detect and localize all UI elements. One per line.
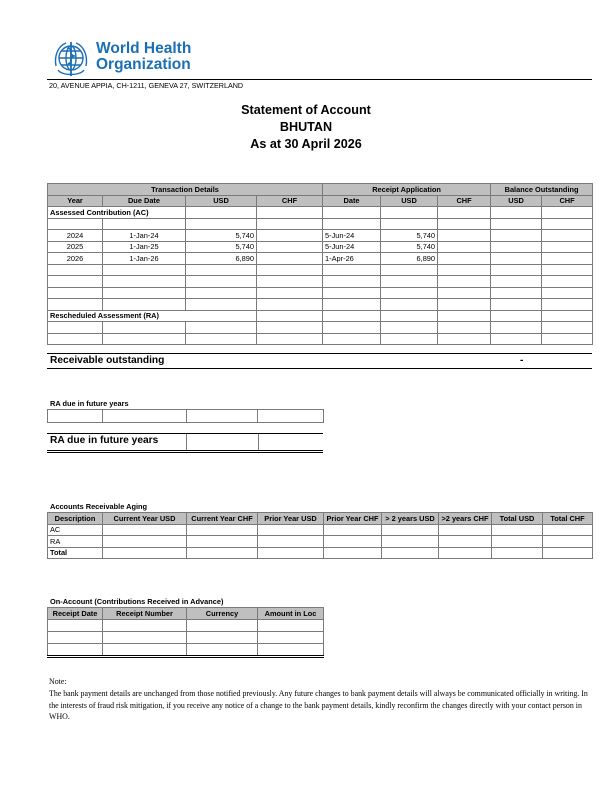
cell-chf [257, 253, 323, 265]
group-transaction-details: Transaction Details [48, 184, 323, 196]
aging-header-row [48, 513, 593, 525]
org-name-line2: Organization [96, 56, 191, 73]
org-name-line1: World Health [96, 40, 192, 57]
col-over-2-years-usd: > 2 years USD [382, 513, 439, 525]
org-address: 20, AVENUE APPIA, CH-1211, GENEVA 27, SWITZERLAND [49, 81, 244, 90]
table-row [48, 631, 324, 643]
cell-chf [257, 241, 323, 253]
aging-heading: Accounts Receivable Aging [50, 502, 148, 511]
header-rule [47, 79, 592, 80]
col-balance-usd: USD [491, 195, 542, 207]
cell-receipt-chf [438, 230, 491, 242]
col-receipt-chf: CHF [438, 195, 491, 207]
note-label: Note: [49, 677, 67, 686]
section-row-ac [48, 207, 593, 219]
col-total-usd: Total USD [492, 513, 543, 525]
cell-receipt-usd: 5,740 [381, 230, 438, 242]
cell-usd: 5,740 [186, 241, 257, 253]
cell-balance-usd [491, 241, 542, 253]
table-row [48, 299, 593, 311]
table-row [48, 643, 324, 656]
on-account-heading: On-Account (Contributions Received in Advance) [50, 597, 224, 606]
aging-row-label: Total [48, 547, 103, 559]
who-logo [50, 38, 250, 80]
section-label-ra: Rescheduled Assessment (RA) [48, 310, 257, 322]
cell-receipt-date: 1-Apr-26 [323, 253, 381, 265]
group-balance-outstanding: Balance Outstanding [491, 184, 593, 196]
table-row [48, 524, 593, 536]
statement-title: Statement of Account [241, 103, 371, 117]
table-row [48, 253, 593, 265]
col-current-year-chf: Current Year CHF [187, 513, 258, 525]
cell-receipt-usd: 6,890 [381, 253, 438, 265]
note-text: The bank payment details are unchanged from those notified previously. Any future changes to bank payment details will always be communicated officially in writing. In the interests of fraud risk mitigation, if you receive any notice of a change to the bank payment details, kindly reconfirm the changes directly with your contact person in WHO. [49, 689, 588, 722]
cell-balance-chf [542, 241, 593, 253]
cell-usd: 5,740 [186, 230, 257, 242]
col-over-2-years-chf: >2 years CHF [439, 513, 492, 525]
cell-balance-usd [491, 230, 542, 242]
ra-future-total-cell [186, 434, 259, 450]
country-name: BHUTAN [279, 120, 333, 134]
col-prior-year-usd: Prior Year USD [258, 513, 324, 525]
receivable-top-rule [47, 353, 592, 354]
cell-year: 2024 [48, 230, 103, 242]
table-row [48, 333, 593, 345]
table-row [48, 287, 593, 299]
section-label-ac: Assessed Contribution (AC) [48, 207, 186, 219]
col-receipt-date: Date [323, 195, 381, 207]
col-chf: CHF [257, 195, 323, 207]
table-row [48, 322, 593, 334]
table-row [48, 264, 593, 276]
on-account-header-row [48, 608, 324, 620]
table-row [48, 410, 324, 423]
column-header-row [48, 195, 593, 207]
group-receipt-application: Receipt Application [323, 184, 491, 196]
aging-row-label: RA [48, 536, 103, 548]
cell-balance-chf [542, 230, 593, 242]
receivable-bottom-rule [47, 368, 592, 369]
cell-year: 2025 [48, 241, 103, 253]
col-balance-chf: CHF [542, 195, 593, 207]
table-row [48, 241, 593, 253]
cell-receipt-chf [438, 241, 491, 253]
cell-balance-usd [491, 253, 542, 265]
col-receipt-usd: USD [381, 195, 438, 207]
cell-usd: 6,890 [186, 253, 257, 265]
cell-due-date: 1-Jan-24 [103, 230, 186, 242]
col-description: Description [48, 513, 103, 525]
cell-balance-chf [542, 253, 593, 265]
cell-chf [257, 230, 323, 242]
statement-table [47, 183, 593, 345]
ra-future-table [47, 409, 324, 423]
aging-row-label: AC [48, 524, 103, 536]
group-header-row [48, 184, 593, 196]
who-emblem-icon [50, 38, 92, 80]
table-row [48, 536, 593, 548]
table-row [48, 547, 593, 559]
cell-receipt-chf [438, 253, 491, 265]
ra-future-heading: RA due in future years [50, 399, 129, 408]
section-row-ra [48, 310, 593, 322]
table-row [48, 619, 324, 631]
cell-receipt-usd: 5,740 [381, 241, 438, 253]
col-usd: USD [186, 195, 257, 207]
ra-future-total-label: RA due in future years [50, 435, 159, 446]
receivable-outstanding-label: Receivable outstanding [50, 355, 165, 366]
col-receipt-number: Receipt Number [103, 608, 187, 620]
col-due-date: Due Date [103, 195, 186, 207]
as-at-date: As at 30 April 2026 [250, 137, 362, 151]
cell-due-date: 1-Jan-25 [103, 241, 186, 253]
cell-receipt-date: 5-Jun-24 [323, 241, 381, 253]
col-receipt-date: Receipt Date [48, 608, 103, 620]
cell-due-date: 1-Jan-26 [103, 253, 186, 265]
col-current-year-usd: Current Year USD [103, 513, 187, 525]
col-prior-year-chf: Prior Year CHF [324, 513, 382, 525]
table-row [48, 230, 593, 242]
col-currency: Currency [187, 608, 258, 620]
receivable-outstanding-value: - [520, 355, 524, 366]
table-row [48, 276, 593, 288]
table-row [48, 218, 593, 230]
aging-table [47, 512, 593, 559]
cell-year: 2026 [48, 253, 103, 265]
on-account-table [47, 607, 324, 658]
col-amount-in-loc: Amount in Loc [258, 608, 324, 620]
col-year: Year [48, 195, 103, 207]
col-total-chf: Total CHF [543, 513, 593, 525]
cell-receipt-date: 5-Jun-24 [323, 230, 381, 242]
